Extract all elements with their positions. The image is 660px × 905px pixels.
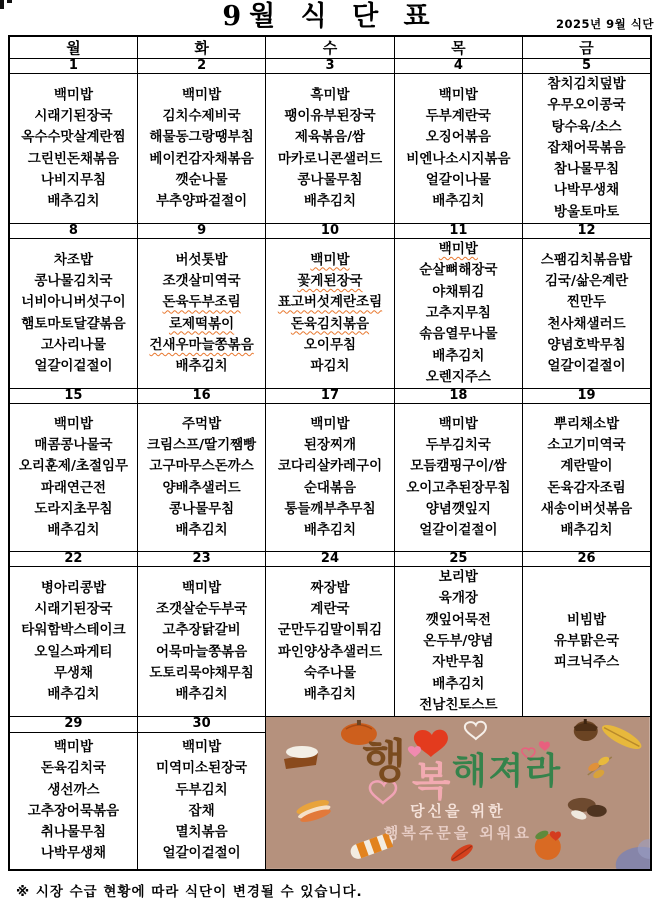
date-cell: 25: [394, 552, 522, 567]
menu-item: 배추김치: [47, 193, 100, 210]
menu-item: 부추양파겉절이: [155, 193, 248, 210]
menu-cell: [394, 404, 522, 552]
menu-cell: [394, 239, 522, 389]
menu-item: 배추김치: [560, 522, 613, 539]
menu-item: 그린빈돈채볶음: [27, 150, 120, 167]
menu-cell: [266, 567, 394, 717]
menu-item: 참치김치덮밥: [547, 76, 626, 92]
menu-item: 짜장밥: [310, 579, 350, 596]
menu-item: 흑미밥: [310, 86, 350, 103]
menu-item: 파래연근전: [40, 479, 107, 496]
date-cell: 10: [266, 224, 394, 239]
menu-item: 코다리살카레구이: [277, 458, 383, 475]
menu-item: 계란국: [310, 601, 350, 618]
menu-item: 배추김치: [47, 686, 100, 703]
menu-item: 표고버섯계란조림: [277, 294, 383, 311]
menu-item: 시래기된장국: [34, 107, 113, 124]
menu-cell: [394, 74, 522, 224]
menu-item: 오이무침: [303, 336, 357, 353]
menu-item: 얼갈이겉절이: [547, 358, 626, 375]
menu-cell: [9, 239, 137, 389]
menu-item: 비엔나소시지볶음: [406, 150, 511, 167]
weekday-header: 화: [137, 36, 265, 59]
menu-cell: [9, 404, 137, 552]
menu-item: 된장찌개: [303, 437, 357, 454]
menu-cell: [9, 74, 137, 224]
menu-cell: [523, 74, 651, 224]
subtitle-month-label: 2025년 9월 식단: [556, 17, 654, 31]
menu-item: 방울토마토: [553, 203, 620, 220]
date-cell: 29: [9, 717, 137, 732]
menu-item: 해물동그랑땡부침: [149, 129, 254, 146]
date-cell: 5: [523, 59, 651, 74]
menu-item: 취나물무침: [40, 824, 107, 841]
menu-item: 팽이유부된장국: [284, 107, 376, 124]
menu-item: 스팸김치볶음밥: [540, 251, 633, 268]
menu-item: 고구마무스돈까스: [149, 458, 254, 475]
menu-cell: [9, 567, 137, 717]
banner-title-part2: 복: [412, 759, 451, 806]
weekday-header: 월: [9, 36, 137, 59]
banner-background: [266, 717, 650, 869]
menu-item: 시래기된장국: [34, 601, 113, 618]
menu-item: 오리훈제/초절임무: [18, 458, 129, 475]
menu-item: 깻잎어묵전: [425, 611, 491, 628]
menu-item: 나박무생채: [40, 845, 107, 862]
menu-cell: [523, 239, 651, 389]
menu-cell: [266, 239, 394, 389]
menu-item: 백미밥: [182, 86, 222, 103]
menu-item: 마카로니콘샐러드: [277, 150, 383, 167]
date-cell: 22: [9, 552, 137, 567]
footer-note: ※ 시장 수급 현황에 따라 식단이 변경될 수 있습니다.: [16, 884, 363, 901]
menu-item: 콩나물무침: [168, 500, 235, 517]
menu-item: 양배추샐러드: [162, 479, 241, 496]
menu-item: 파인양상추샐러드: [277, 643, 383, 660]
menu-item: 배추김치: [175, 358, 228, 375]
date-cell: 18: [394, 389, 522, 404]
menu-cell: [523, 404, 651, 552]
menu-item: 매콤콩나물국: [34, 437, 113, 454]
menu-item: 오이고추된장무침: [406, 479, 511, 496]
menu-item: 버섯톳밥: [175, 251, 228, 268]
menu-item: 조갯살미역국: [162, 273, 241, 290]
menu-item: 건새우마늘쫑볶음: [149, 336, 254, 353]
menu-item: 크림스프/딸기쨈빵: [146, 437, 257, 454]
menu-item: 우무오이콩국: [547, 97, 626, 114]
date-cell: 17: [266, 389, 394, 404]
menu-item: 전남친토스트: [419, 696, 498, 713]
menu-item: 김치수제비국: [162, 107, 241, 124]
menu-item: 돈육감자조림: [547, 479, 626, 496]
menu-item: 얼갈이겉절이: [162, 845, 241, 862]
banner-title-part3: 해져라: [452, 751, 563, 793]
menu-cell: [394, 567, 522, 717]
menu-item: 고추장어묵볶음: [27, 802, 120, 819]
date-cell: 11: [394, 224, 522, 239]
menu-item: 제육볶음/쌈: [294, 129, 366, 146]
menu-item: 햄토마토달걀볶음: [21, 315, 126, 332]
menu-item: 옥수수맛살계란찜: [21, 129, 126, 146]
menu-item: 오렌지주스: [425, 368, 491, 385]
menu-item: 백미밥: [182, 579, 222, 596]
menu-item: 통들깨부추무침: [284, 500, 376, 517]
menu-item: 두부계란국: [425, 107, 491, 124]
date-cell: 4: [394, 59, 522, 74]
menu-item: 백미밥: [310, 415, 350, 432]
date-cell: 19: [523, 389, 651, 404]
menu-item: 배추김치: [303, 522, 357, 539]
menu-item: 유부맑은국: [553, 633, 620, 650]
menu-item: 자반무침: [432, 654, 485, 671]
menu-item: 도라지초무침: [34, 500, 113, 517]
menu-item: 주먹밥: [182, 415, 222, 432]
menu-cell: [137, 732, 265, 870]
menu-item: 조갯살순두부국: [155, 601, 248, 618]
menu-item: 미역미소된장국: [155, 760, 248, 777]
menu-item: 백미밥: [53, 415, 93, 432]
banner-subtitle-2: 행복주문을 외워요: [384, 824, 533, 843]
date-cell: 8: [9, 224, 137, 239]
menu-item: 잡채어묵볶음: [547, 139, 626, 156]
menu-item: 멸치볶음: [175, 824, 228, 841]
menu-item: 고추장닭갈비: [162, 622, 241, 639]
menu-item: 배추김치: [175, 686, 228, 703]
menu-item: 도토리묵야채무침: [149, 664, 254, 681]
date-cell: 26: [523, 552, 651, 567]
menu-item: 너비아니버섯구이: [21, 294, 126, 311]
menu-item: 육개장: [438, 590, 478, 607]
menu-item: 오일스파게티: [34, 643, 113, 660]
menu-item: 잡채: [188, 802, 215, 819]
menu-item: 콩나물무침: [297, 171, 363, 188]
menu-item: 배추김치: [303, 686, 357, 703]
menu-item: 얼갈이겉절이: [34, 358, 113, 375]
menu-item: 어묵마늘쫑볶음: [155, 643, 248, 660]
menu-item: 파김치: [310, 358, 350, 375]
meal-plan-table: [8, 35, 652, 871]
menu-item: 나박무생채: [553, 182, 620, 199]
menu-item: 배추김치: [432, 347, 485, 364]
menu-item: 배추김치: [175, 522, 228, 539]
date-cell: 24: [266, 552, 394, 567]
menu-item: 참나물무침: [553, 161, 620, 178]
persimmon-icon: [534, 829, 561, 860]
menu-item: 백미밥: [310, 251, 350, 268]
menu-item: 백미밥: [182, 738, 222, 755]
menu-item: 깻순나물: [175, 171, 228, 188]
menu-item: 돈육김치국: [40, 760, 107, 777]
menu-item: 배추김치: [47, 522, 100, 539]
menu-item: 타워함박스테이크: [21, 622, 126, 639]
menu-item: 비빔밥: [566, 611, 607, 628]
menu-cell: [266, 404, 394, 552]
menu-item: 오징어볶음: [425, 129, 491, 146]
menu-item: 숙주나물: [303, 664, 357, 681]
menu-item: 콩나물김치국: [34, 273, 113, 290]
menu-item: 돈육김치볶음: [290, 315, 370, 332]
menu-item: 고추지무침: [425, 304, 491, 321]
date-cell: 9: [137, 224, 265, 239]
menu-item: 얼갈이나물: [425, 171, 491, 188]
weekday-header: 금: [523, 36, 651, 59]
menu-cell: [137, 404, 265, 552]
menu-item: 꽃게된장국: [297, 273, 363, 290]
menu-item: 모듬캠핑구이/쌈: [410, 458, 507, 475]
menu-item: 백미밥: [438, 241, 478, 258]
menu-item: 순대볶음: [303, 479, 357, 496]
date-cell: 30: [137, 717, 265, 732]
menu-item: 군만두김말이튀김: [277, 622, 383, 639]
page-title: 9월 식 단 표: [222, 1, 438, 32]
menu-item: 병아리콩밥: [40, 579, 107, 596]
date-cell: 23: [137, 552, 265, 567]
menu-item: 백미밥: [438, 86, 478, 103]
menu-item: 나비지무침: [40, 171, 107, 188]
menu-item: 배추김치: [303, 193, 357, 210]
date-cell: 12: [523, 224, 651, 239]
menu-cell: [9, 732, 137, 870]
menu-item: 피크닉주스: [553, 654, 620, 671]
menu-item: 두부김치: [175, 781, 228, 798]
menu-item: 솎음열무나물: [419, 326, 498, 343]
menu-item: 보리밥: [438, 569, 478, 586]
menu-item: 돈육두부조림: [162, 294, 241, 311]
menu-item: 무생채: [53, 664, 93, 681]
date-cell: 16: [137, 389, 265, 404]
menu-item: 두부김치국: [425, 437, 491, 454]
menu-item: 탕수육/소스: [551, 118, 622, 135]
menu-item: 새송이버섯볶음: [540, 500, 633, 517]
menu-item: 뿌리채소밥: [553, 415, 620, 432]
menu-cell: [137, 74, 265, 224]
date-cell: 3: [266, 59, 394, 74]
weekday-header: 목: [394, 36, 522, 59]
menu-cell: [266, 74, 394, 224]
menu-item: 천사채샐러드: [547, 315, 626, 332]
menu-item: 차조밥: [53, 251, 93, 268]
menu-cell: [137, 239, 265, 389]
date-cell: 1: [9, 59, 137, 74]
banner-title-part1: 행: [362, 734, 407, 789]
happiness-banner-illustration: [266, 717, 650, 869]
menu-cell: [523, 567, 651, 717]
menu-item: 온두부/양념: [423, 633, 494, 650]
menu-item: 배추김치: [432, 193, 485, 210]
menu-item: 양념깻잎지: [425, 500, 491, 517]
banner-image: [266, 717, 650, 869]
menu-item: 베이컨감자채볶음: [149, 150, 254, 167]
banner-subtitle-1: 당신을 위한: [410, 802, 506, 821]
menu-item: 생선까스: [47, 781, 100, 798]
menu-item: 김국/삶은계란: [544, 273, 629, 290]
menu-item: 백미밥: [53, 86, 93, 103]
date-cell: 15: [9, 389, 137, 404]
header: [0, 0, 660, 34]
menu-item: 배추김치: [432, 675, 485, 692]
menu-item: 양념호박무침: [547, 336, 626, 353]
weekday-header: 수: [266, 36, 394, 59]
menu-item: 백미밥: [53, 738, 93, 755]
menu-item: 백미밥: [438, 415, 478, 432]
menu-item: 로제떡볶이: [168, 315, 235, 332]
banner-cell: [266, 717, 651, 870]
menu-item: 고사리나물: [40, 336, 107, 353]
menu-cell: [137, 567, 265, 717]
menu-item: 야채튀김: [432, 283, 485, 300]
menu-item: 소고기미역국: [547, 437, 626, 454]
menu-item: 계란말이: [560, 458, 613, 475]
menu-item: 찐만두: [566, 294, 607, 311]
menu-item: 순살뼈해장국: [419, 262, 498, 279]
date-cell: 2: [137, 59, 265, 74]
menu-item: 얼갈이겉절이: [419, 522, 498, 539]
